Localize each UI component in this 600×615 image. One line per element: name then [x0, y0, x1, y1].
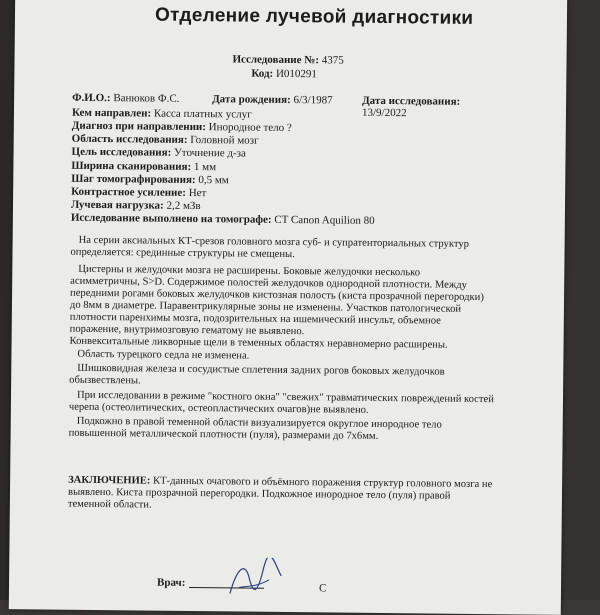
conclusion-text: теменной области. — [67, 498, 152, 511]
field-row: Цель исследования: Уточнение д-за — [71, 145, 246, 160]
text-line: определяется: срединные структуры не смещены. — [70, 246, 295, 261]
text-line: плотности паренхимы мозга, подозрительных на ишемический инсульт, объемное — [69, 311, 441, 327]
patient-dob: Дата рождения: 6/3/1987 — [212, 93, 333, 107]
doctor-label: Врач: — [156, 576, 186, 589]
conclusion-label: ЗАКЛЮЧЕНИЕ: — [68, 474, 151, 487]
text-line: Область турецкого седла не изменена. — [77, 348, 250, 362]
text-line: Подкожно в правой теменной области визуализируется округлое инородное тело — [76, 415, 442, 431]
page-title: Отделение лучевой диагностики — [154, 4, 474, 29]
text-line: обызвествлены. — [69, 374, 141, 387]
text-line: Цистерны и желудочки мозга не расширены. Боковые желудочки несколько — [78, 263, 421, 279]
exam-date-value: 13/9/2022 — [361, 106, 407, 120]
text-line: Конвекситальные ликворные щели в теменных областях неравномерно расширены. — [69, 335, 448, 351]
study-number: Исследование №: 4375 — [232, 53, 344, 67]
field-row: Шаг томографирования: 0,5 мм — [71, 172, 229, 187]
text-line: черепа (остеолитических, остеопластических очагов)не выявлено. — [68, 401, 369, 416]
field-row: Лучевая нагрузка: 2,2 мЗв — [70, 198, 201, 213]
text-line: При исследовании в режиме "костного окна" "свежих" травматических повреждений костей — [76, 389, 494, 406]
field-row: Диагноз при направлении: Инородное тело ? — [71, 119, 292, 135]
text-line: поражение, внутримозговую гематому не выявлено. — [69, 323, 305, 338]
partial-label: С — [318, 582, 327, 595]
text-line: передними рогами боковых желудочков кистозная полость (киста прозрачной перегородки) — [70, 287, 484, 304]
text-line: асимметричны, S>D. Содержимое полостей желудочков однородной плотности. Между — [70, 275, 467, 291]
study-code: Код: И010291 — [251, 67, 317, 81]
patient-name: Ф.И.О.: Ванюков Ф.С. — [72, 91, 180, 105]
conclusion-text: выявлено. Киста прозрачной перегородки. Подкожное инородное тело (пуля) правой — [67, 486, 451, 502]
conclusion-text: КТ-данных очагового и объёмного поражения структур головного мозга не — [152, 475, 493, 491]
exam-date-label: Дата исследования: — [362, 94, 461, 108]
text-line: На серии аксиальных КТ-срезов головного мозга суб- и супратенториальных структур — [78, 234, 470, 250]
field-row: Исследование выполнено на томографе: CT Canon Aquilion 80 — [70, 211, 375, 227]
text-line: до 8мм в диаметре. Паравентрикулярные зоны не изменены. Участков патологической — [69, 299, 462, 315]
signature-scribble — [225, 557, 285, 598]
field-row: Контрастное усиление: Нет — [71, 185, 207, 200]
field-row: Ширина сканирования: 1 мм — [71, 159, 217, 174]
document-page — [9, 0, 567, 615]
field-row: Кем направлен: Касса платных услуг — [71, 106, 252, 121]
text-line: Шишковидная железа и сосудистые сплетения задних рогов боковых желудочков — [77, 362, 445, 378]
text-line: повышенной металлической плотности (пуля), размерами до 7х6мм. — [68, 427, 379, 442]
field-row: Область исследования: Головной мозг — [71, 132, 259, 147]
